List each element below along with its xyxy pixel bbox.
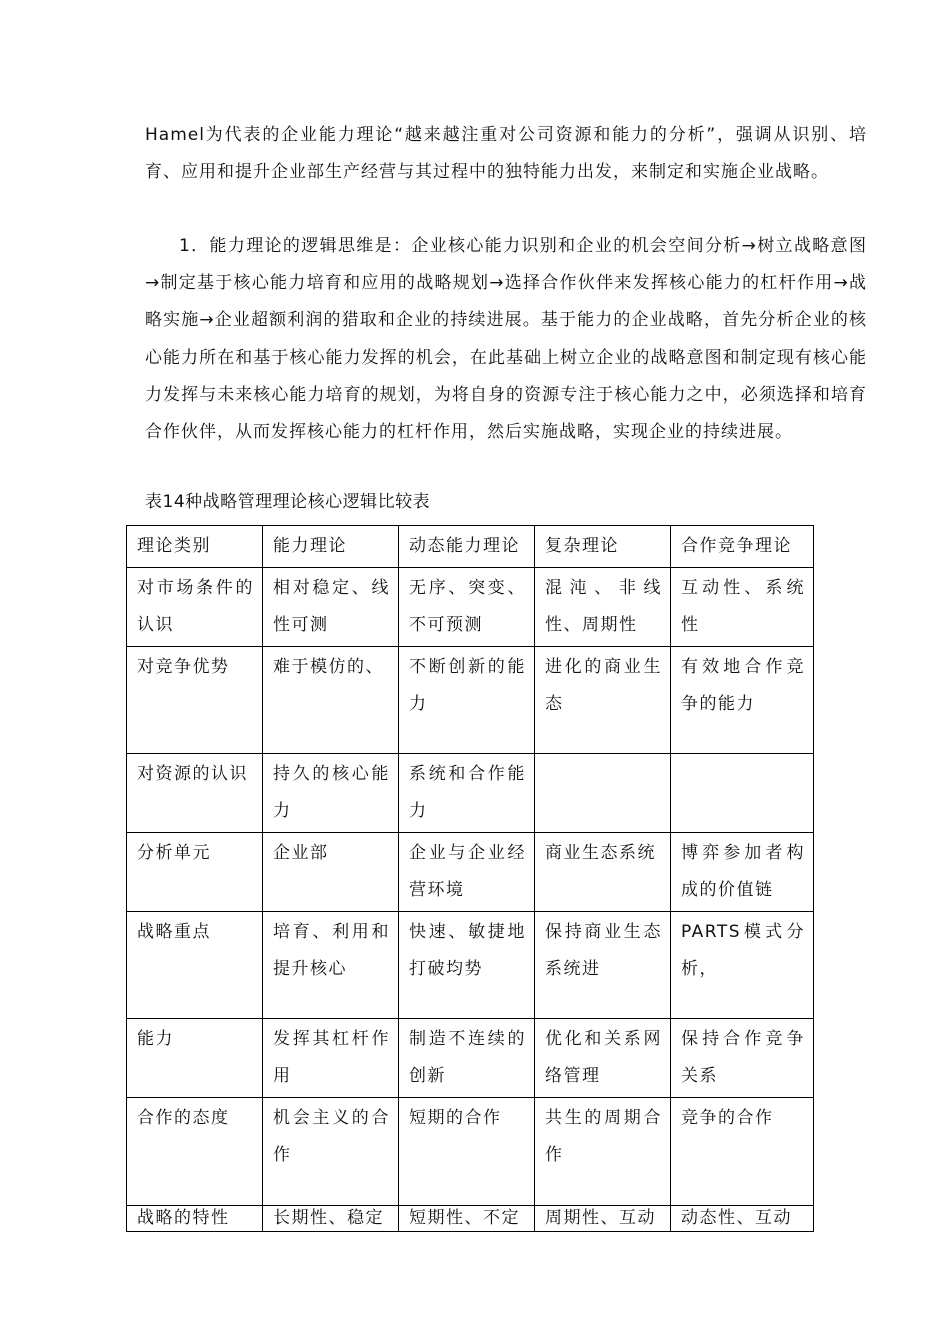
table-cell: 动态性、互动: [671, 1206, 814, 1232]
table-row: [127, 1019, 814, 1098]
table-cell: 快速、敏捷地打破均势: [399, 912, 535, 1019]
table-cell: 相对稳定、线性可测: [263, 568, 399, 647]
table-row: [127, 568, 814, 647]
table-cell: 能力: [127, 1019, 263, 1098]
table-cell: 短期性、不定: [399, 1206, 535, 1232]
table-cell: 不断创新的能力: [399, 647, 535, 754]
table-header-row: [127, 526, 814, 568]
table-cell: 优化和关系网络管理: [535, 1019, 671, 1098]
table-cell: 合作的态度: [127, 1098, 263, 1206]
table-header-cell: 理论类别: [127, 526, 263, 568]
table-cell: 进化的商业生态: [535, 647, 671, 754]
table-header-cell: 合作竞争理论: [671, 526, 814, 568]
table-cell: 商业生态系统: [535, 833, 671, 912]
table-row: [127, 833, 814, 912]
table-cell: 对市场条件的认识: [127, 568, 263, 647]
table-cell: 发挥其杠杆作用: [263, 1019, 399, 1098]
table-cell: 制造不连续的创新: [399, 1019, 535, 1098]
paragraph-intro: Hamel为代表的企业能力理论“越来越注重对公司资源和能力的分析”，强调从识别、培育、应用和提升企业部生产经营与其过程中的独特能力出发，来制定和实施企业战略。: [145, 125, 867, 183]
table-cell: 系统和合作能力: [399, 754, 535, 833]
table-row: [127, 1098, 814, 1206]
table-cell: 无序、突变、不可预测: [399, 568, 535, 647]
table-header-cell: 能力理论: [263, 526, 399, 568]
table-row: [127, 647, 814, 754]
table-row: [127, 1206, 814, 1232]
table-cell: 战略重点: [127, 912, 263, 1019]
table-cell: 有效地合作竞争的能力: [671, 647, 814, 754]
table-row: [127, 912, 814, 1019]
table-cell: 博弈参加者构成的价值链: [671, 833, 814, 912]
table-cell: PARTS模式分析，: [671, 912, 814, 1019]
table-cell: 周期性、互动: [535, 1206, 671, 1232]
table-header-cell: 复杂理论: [535, 526, 671, 568]
table-header-cell: 动态能力理论: [399, 526, 535, 568]
table-cell: 机会主义的合作: [263, 1098, 399, 1206]
table-cell: 竞争的合作: [671, 1098, 814, 1206]
table-cell: 难于模仿的、: [263, 647, 399, 754]
table-caption: 表14种战略管理理论核心逻辑比较表: [145, 492, 431, 512]
table-cell: 对竞争优势: [127, 647, 263, 754]
table-cell: 培育、利用和提升核心: [263, 912, 399, 1019]
table-cell: 混沌、非线性、周期性: [535, 568, 671, 647]
table-cell: 短期的合作: [399, 1098, 535, 1206]
table-cell: 对资源的认识: [127, 754, 263, 833]
table-cell: 分析单元: [127, 833, 263, 912]
table-row: [127, 754, 814, 833]
table-cell: 战略的特性: [127, 1206, 263, 1232]
comparison-table: [126, 525, 814, 1232]
table-cell: 共生的周期合作: [535, 1098, 671, 1206]
table-cell: 保持合作竞争关系: [671, 1019, 814, 1098]
table-cell: 企业与企业经营环境: [399, 833, 535, 912]
table-cell: 保持商业生态系统进: [535, 912, 671, 1019]
table-cell: 互动性、系统性: [671, 568, 814, 647]
table-cell: 持久的核心能力: [263, 754, 399, 833]
table-cell: 企业部: [263, 833, 399, 912]
paragraph-capability-logic: 1．能力理论的逻辑思维是：企业核心能力识别和企业的机会空间分析→树立战略意图→制定基于核心能力培育和应用的战略规划→选择合作伙伴来发挥核心能力的杠杆作用→战略实施→企业超额利润的猎取和企业的持续进展。基于能力的企业战略，首先分析企业的核心能力所在和基于核心能力发挥的机会，在此基础上树立企业的战略意图和制定现有核心能力发挥与未来核心能力培育的规划，为将自身的资源专注于核心能力之中，必须选择和培育合作伙伴，从而发挥核心能力的杠杆作用，然后实施战略，实现企业的持续进展。: [145, 236, 867, 443]
table-cell: [671, 754, 814, 833]
table-cell: 长期性、稳定: [263, 1206, 399, 1232]
table-cell: [535, 754, 671, 833]
